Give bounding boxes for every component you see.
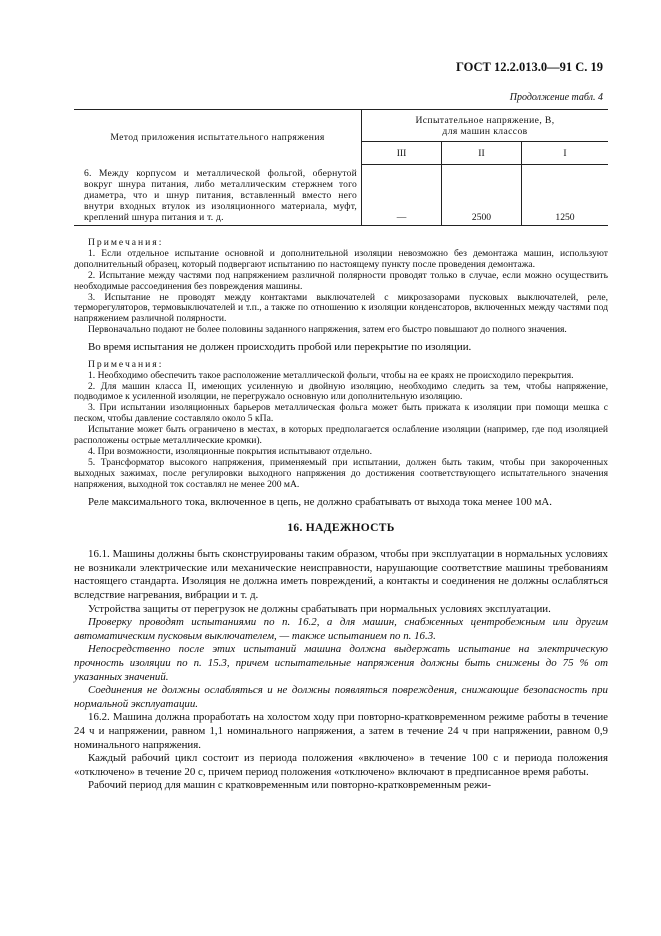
table-4-continuation: [74, 109, 608, 226]
notes-block-2: [74, 360, 608, 491]
notes-heading: Примечания:: [88, 237, 164, 248]
paragraph-16-1: 16.1. Машины должны быть сконструированы таким образом, чтобы при эксплуатации в нормальных условиях не возникали электрические или механические неисправности, нарушающие соответствие машины требованиям настоящего стандарта. Изоляция не должна иметь повреждений, а контакты и соединения не должны ослабляться вследствие нагревания, вибрации и т. д.: [74, 548, 608, 601]
document-body: [74, 238, 608, 793]
column-header-voltage: [362, 110, 609, 142]
voltage-header-line2: для машин классов: [442, 125, 528, 137]
row6-class1-value: 1250: [522, 165, 609, 226]
paragraph-16-2: 16.2. Машина должна проработать на холостом ходу при повторно-кратковременном режиме работы в течение 24 ч и напряжении, равном 1,1 номинального напряжения, а затем в течение 24 ч при напряжении, равном 0,9 номинального напряжения.: [74, 711, 608, 751]
note-item: 1. Если отдельное испытание основной и дополнительной изоляции невозможно без демонтажа машин, используют дополнительный образец, который подвергают испытанию по настоящему пункту после проведения демонтажа.: [74, 247, 608, 270]
note-item: 2. Для машин класса II, имеющих усиленную и двойную изоляцию, необходимо следить за тем, чтобы напряжение, подводимое к усиленной изоляции, не перегружало основную или дополнительную изоляцию.: [74, 380, 608, 403]
paragraph-relay: Реле максимального тока, включенное в цепь, не должно срабатывать от выхода тока менее 100 мА.: [88, 495, 552, 508]
notes-heading: Примечания:: [88, 358, 164, 370]
paragraph-connections: Соединения не должны ослабляться и не должны появляться повреждения, снижающие безопасность при нормальной эксплуатации.: [74, 684, 608, 710]
class-header-ii: II: [442, 142, 522, 165]
note-item: 4. При возможности, изоляционные покрытия испытывают отдельно.: [88, 446, 372, 457]
column-header-method: Метод приложения испытательного напряжения: [74, 110, 362, 165]
row6-class2-value: 2500: [442, 165, 522, 226]
table-continuation-label: Продолжение табл. 4: [509, 92, 603, 103]
note-item: Первоначально подают не более половины заданного напряжения, затем его быстро повышают до полного значения.: [88, 324, 567, 336]
note-item: 3. При испытании изоляционных барьеров металлическая фольга может быть прижата к изоляции при помощи мешка с песком, чтобы давление составляло около 5 кПа.: [74, 402, 608, 425]
paragraph-protection: Устройства защиты от перегрузок не должны срабатывать при нормальных условиях эксплуатации.: [88, 602, 551, 615]
note-item: 1. Необходимо обеспечить такое расположение металлической фольги, чтобы на ее краях не происходило перекрытия.: [88, 369, 574, 381]
paragraph-work-period: Рабочий период для машин с кратковременным или повторно-кратковременным режи-: [88, 779, 492, 792]
voltage-header-line1: Испытательное напряжение, В,: [415, 114, 555, 126]
table-row: [74, 165, 608, 226]
paragraph-cycle: Каждый рабочий цикл состоит из периода положения «включено» в течение 100 с и периода положения «отключено» в течение 20 с, причем период положения «отключено» включают в предписанное время работы.: [74, 752, 608, 778]
row6-class3-value: —: [362, 165, 442, 226]
section-title: 16. НАДЕЖНОСТЬ: [287, 522, 395, 535]
paragraph-check: Проверку проводят испытаниями по п. 16.2, а для машин, снабженных центробежным или другим автоматическим пусковым выключателем, — также испытанием по п. 16.3.: [74, 616, 608, 642]
row6-method-text: 6. Между корпусом и металлической фольгой, обернутой вокруг шнура питания, либо металлическим стержнем того диаметра, что и шнур питания, вставленный вместо него внутри входных втулок из изоляционного материала, муфт, креплений шнура питания и т. д.: [74, 165, 362, 226]
note-item: Испытание может быть ограничено в местах, в которых предполагается ослабление изоляции (например, где под изоляцией расположены острые металлические кромки).: [74, 424, 608, 447]
class-header-iii: III: [362, 142, 442, 165]
note-item: 3. Испытание не проводят между контактами выключателей с микрозазорами пусковых выключателей, реле, терморегуляторов, термовыключателей и т.п., а также по отношению к изоляции конденсаторов, включенных между частями под напряжением различной полярности.: [74, 291, 608, 325]
class-header-i: I: [522, 142, 609, 165]
paragraph-breakdown: Во время испытания не должен происходить пробой или перекрытие по изоляции.: [88, 341, 472, 354]
page-header-gost: ГОСТ 12.2.013.0—91 С. 19: [455, 60, 603, 74]
note-item: 5. Трансформатор высокого напряжения, применяемый при испытании, должен быть таким, чтобы при закороченных выходных зажимах, после регулировки выходного напряжения до достижения соответствующего испытательного значения напряжения, выходной ток составлял не менее 200 мА.: [74, 456, 608, 490]
paragraph-after-tests: Непосредственно после этих испытаний машина должна выдержать испытание на электрическую прочность изоляции по п. 15.3, причем испытательные напряжения должны быть снижены до 75 % от указанных значений.: [74, 643, 608, 683]
note-item: 2. Испытание между частями под напряжением различной полярности проводят только в случае, если можно осуществить необходимые рассоединения без повреждения машины.: [74, 269, 608, 292]
notes-block-1: [74, 238, 608, 336]
